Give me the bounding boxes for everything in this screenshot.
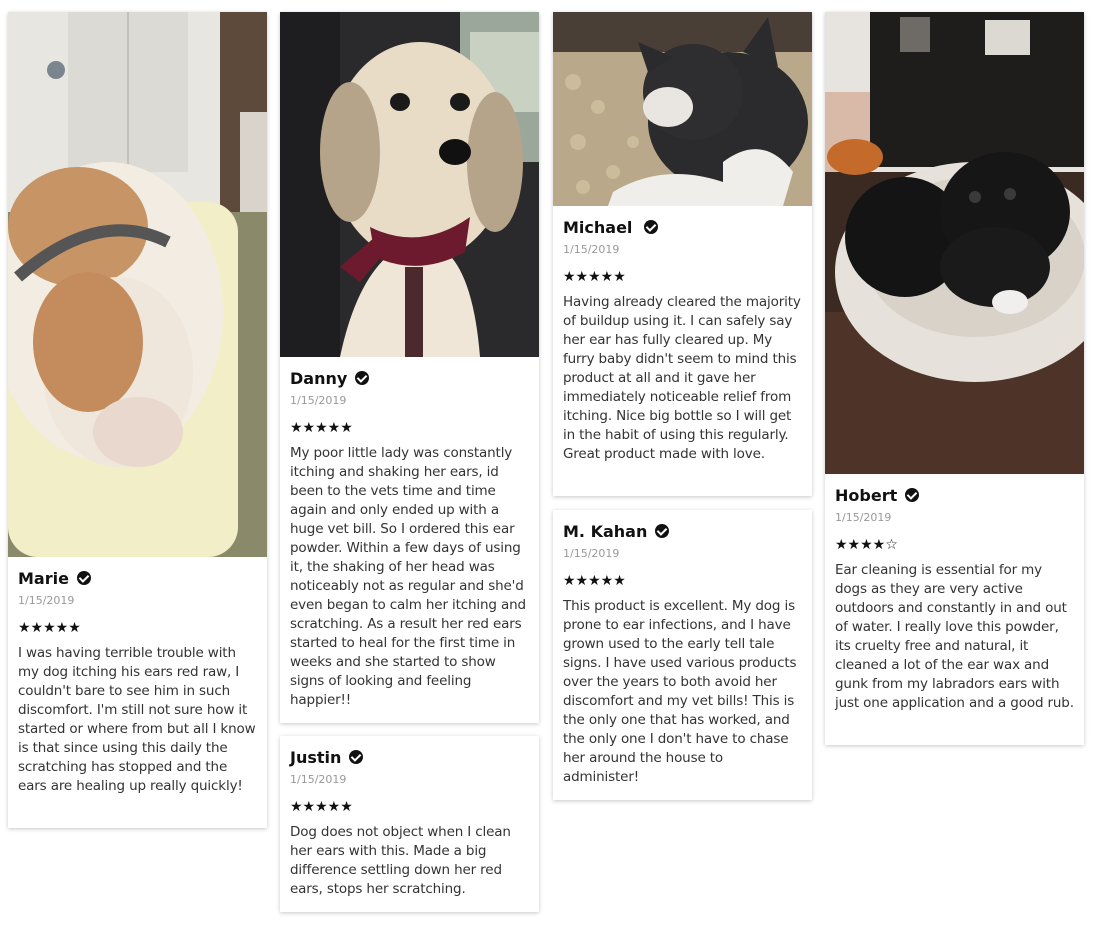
review-date: 1/15/2019 bbox=[563, 547, 620, 560]
star-rating: ★★★★★ bbox=[563, 573, 626, 589]
verified-check-icon bbox=[77, 571, 91, 585]
review-photo[interactable] bbox=[280, 12, 539, 357]
star-rating: ★★★★★ bbox=[290, 799, 353, 815]
review-card-justin bbox=[280, 736, 539, 912]
review-card-hobert bbox=[825, 12, 1084, 745]
review-photo[interactable] bbox=[8, 12, 267, 557]
review-photo[interactable] bbox=[825, 12, 1084, 474]
star-rating: ★★★★★ bbox=[18, 620, 81, 636]
star-rating: ★★★★★ bbox=[290, 420, 353, 436]
review-text: I was having terrible trouble with my dog itching his ears red raw, I couldn't bare to see him in such discomfort. I'm still not sure how it started or where from but all I know is that since using this daily the scratching has stopped and the ears are healing up really quickly! bbox=[18, 645, 256, 794]
star-rating: ★★★★★ bbox=[563, 269, 626, 285]
review-card-danny bbox=[280, 12, 539, 723]
reviewer-name: M. Kahan bbox=[563, 521, 648, 541]
reviewer-name: Justin bbox=[290, 747, 342, 767]
review-date: 1/15/2019 bbox=[290, 394, 347, 407]
review-photo[interactable] bbox=[553, 12, 812, 206]
review-date: 1/15/2019 bbox=[290, 773, 347, 786]
verified-check-icon bbox=[655, 524, 669, 538]
reviewer-name: Marie bbox=[18, 568, 69, 588]
review-date: 1/15/2019 bbox=[18, 594, 75, 607]
review-date: 1/15/2019 bbox=[835, 511, 892, 524]
review-text: My poor little lady was constantly itching and shaking her ears, id been to the vets time and time again and only ended up with a huge vet bill. So I ordered this ear powder. Within a few days of using it, the shaking of her head was noticeably not as regular and she'd even began to calm her itching and scratching. As a result her red ears started to heal for the first time in weeks and she started to show signs of looking and feeling happier!! bbox=[290, 445, 526, 708]
star-rating: ★★★★☆ bbox=[835, 537, 898, 553]
review-text: Having already cleared the majority of buildup using it. I can safely say her ear has fully cleared up. My furry baby didn't seem to mind this product at all and it gave her immediately noticeable relief from itching. Nice big bottle so I will get in the habit of using this regularly. Great product made with love. bbox=[563, 294, 801, 462]
reviewer-name: Danny bbox=[290, 368, 348, 388]
review-date: 1/15/2019 bbox=[563, 243, 620, 256]
review-card-marie bbox=[8, 12, 267, 828]
verified-check-icon bbox=[355, 371, 369, 385]
verified-check-icon bbox=[644, 220, 658, 234]
review-text: This product is excellent. My dog is prone to ear infections, and I have grown used to the early tell tale signs. I have used various products over the years to both avoid her discomfort and my vet bills! This is the only one that has worked, and the only one I don't have to chase her around the house to administer! bbox=[563, 598, 797, 785]
verified-check-icon bbox=[349, 750, 363, 764]
review-text: Ear cleaning is essential for my dogs as they are very active outdoors and constantly in and out of water. I really love this powder, its cruelty free and natural, it cleaned a lot of the ear wax and gunk from my labradors ears with just one application and a good rub. bbox=[835, 562, 1074, 711]
review-text: Dog does not object when I clean her ears with this. Made a big difference settling down her red ears, stops her scratching. bbox=[290, 824, 511, 897]
reviewer-name: Michael bbox=[563, 217, 633, 237]
review-card-m-kahan bbox=[553, 510, 812, 800]
review-card-michael bbox=[553, 12, 812, 496]
reviewer-name: Hobert bbox=[835, 485, 898, 505]
verified-check-icon bbox=[905, 488, 919, 502]
